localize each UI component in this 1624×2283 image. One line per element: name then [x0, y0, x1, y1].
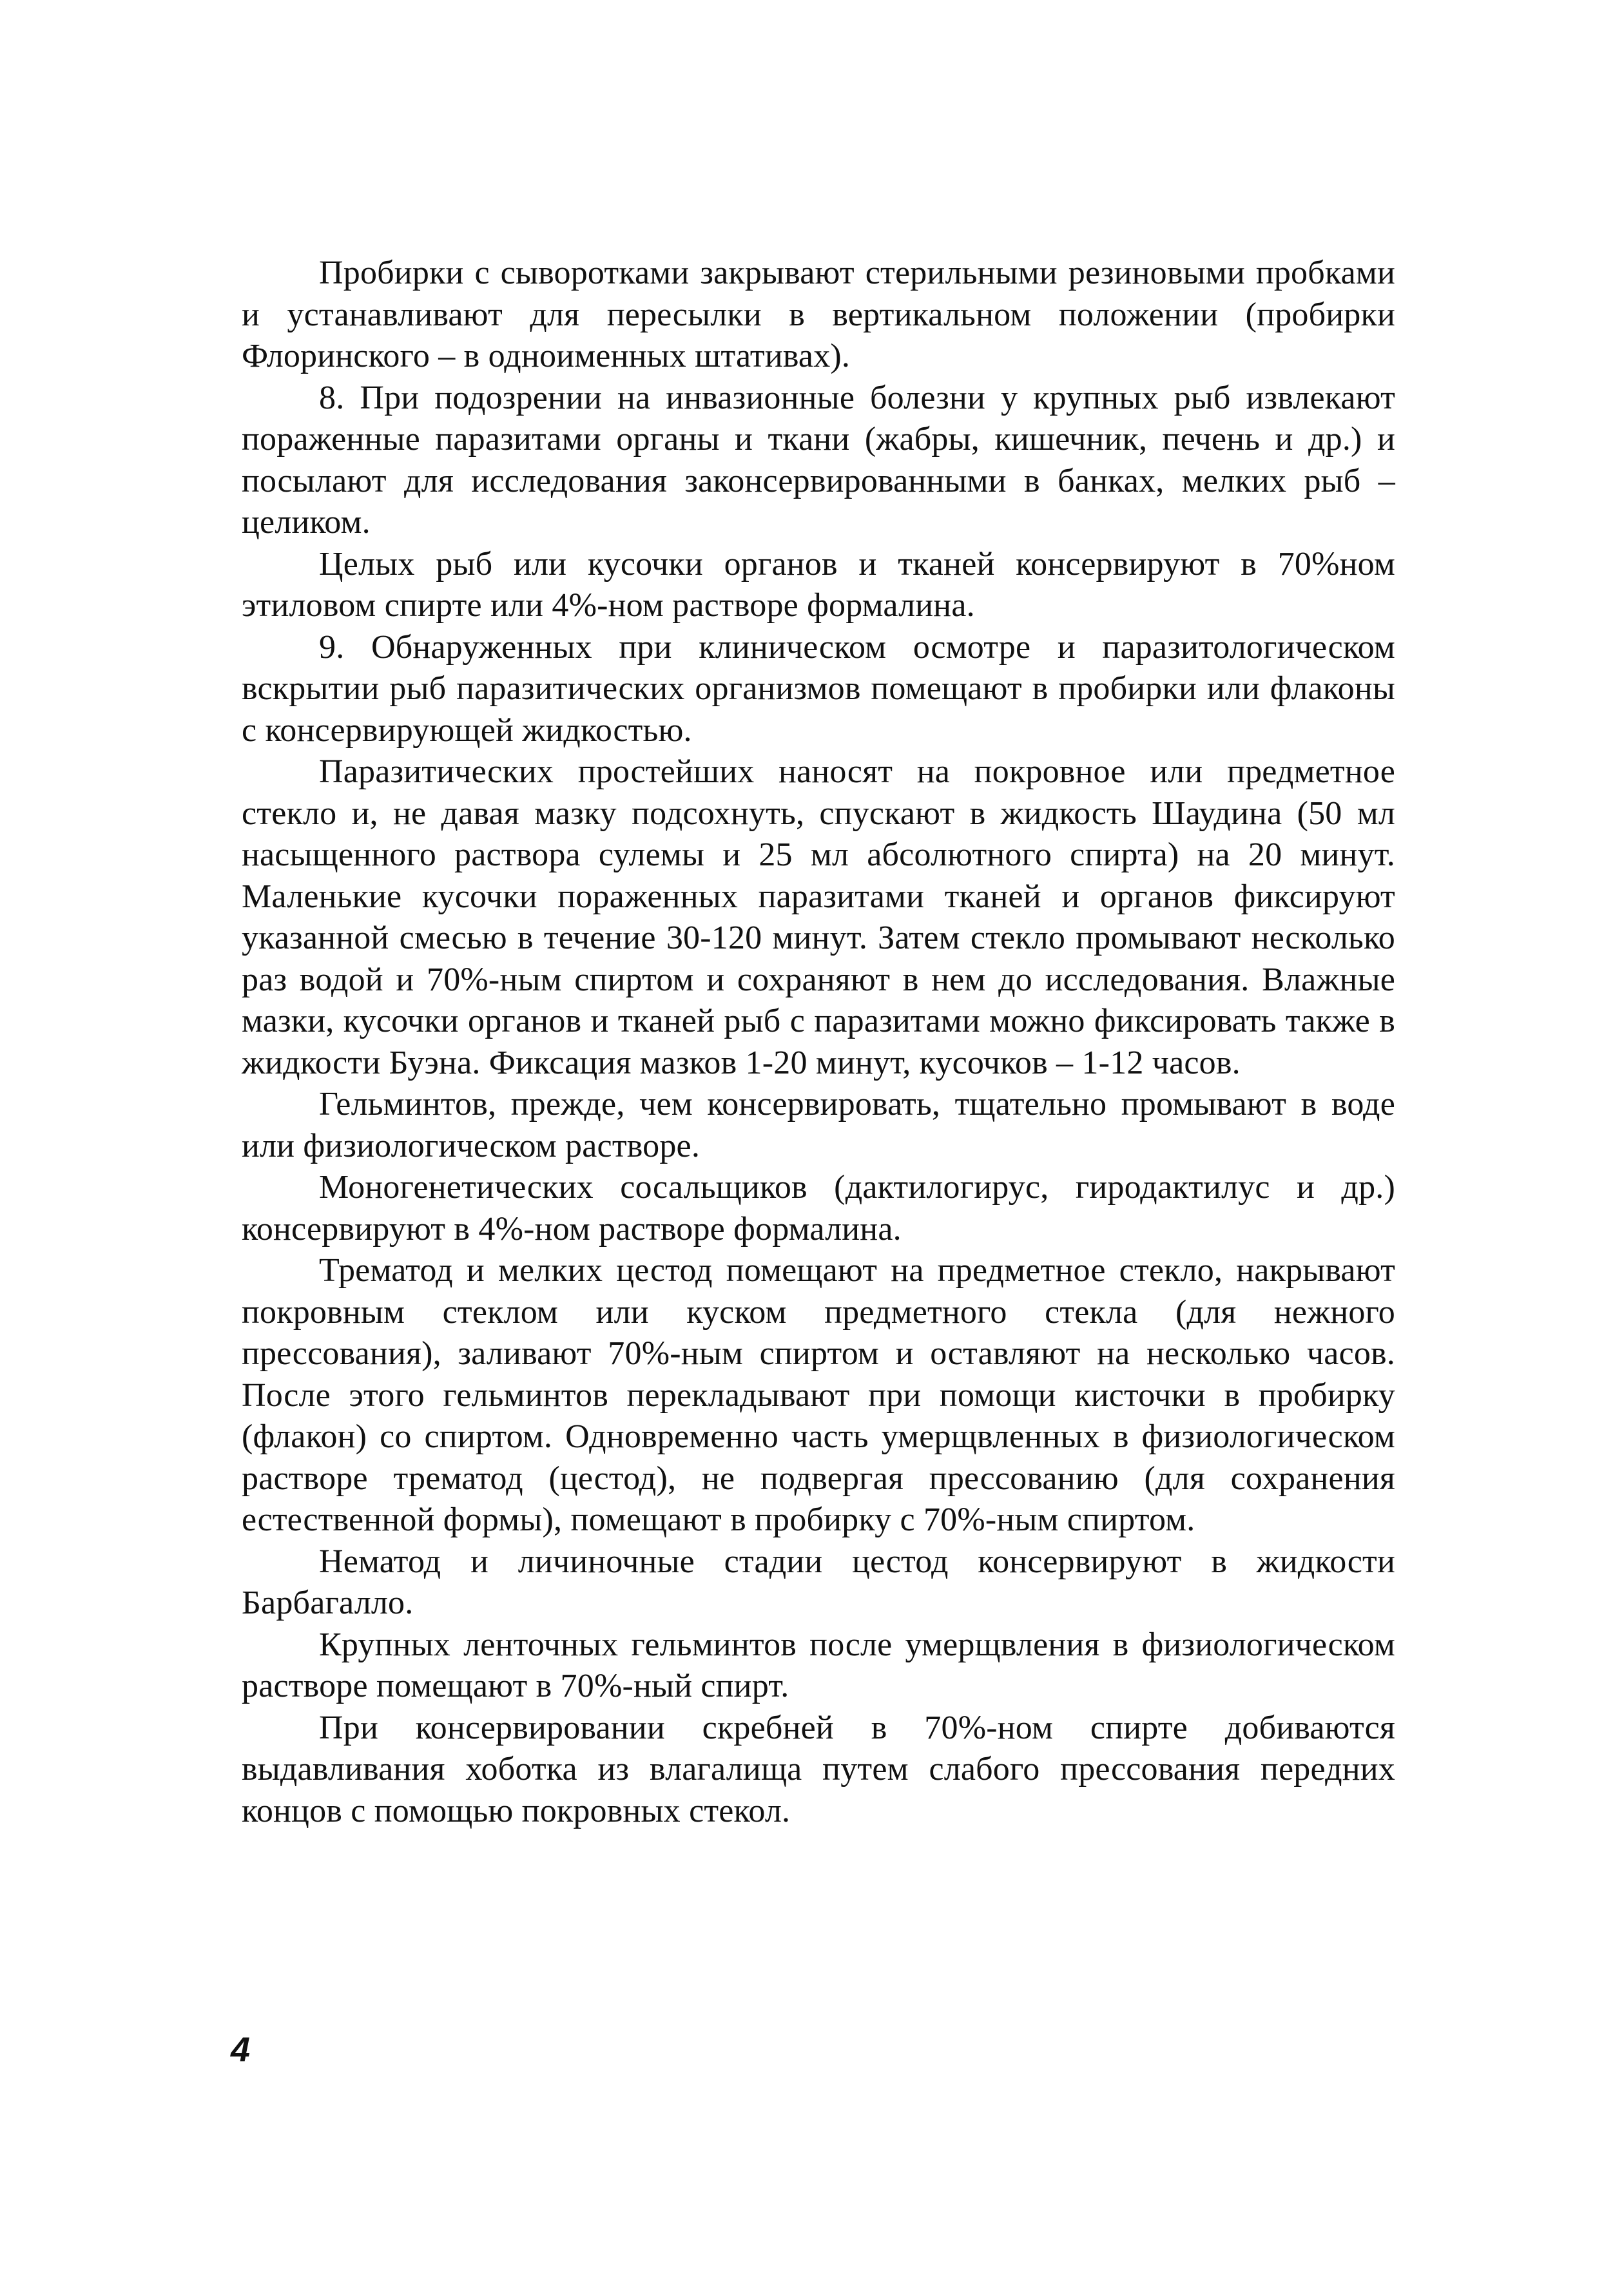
paragraph: Гельминтов, прежде, чем консервировать, тщательно промывают в воде или физиологическом растворе.	[242, 1086, 1395, 1164]
document-body	[242, 253, 1395, 1832]
paragraph: 8. При подозрении на инвазионные болезни у крупных рыб извлекают пораженные паразитами органы и ткани (жабры, кишечник, печень и др.) и посылают для исследования законсервированными в банках, мелких рыб – целиком.	[242, 379, 1395, 541]
paragraph: Целых рыб или кусочки органов и тканей консервируют в 70%ном этиловом спирте или 4%-ном растворе формалина.	[242, 545, 1395, 624]
paragraph: Пробирки с сыворотками закрывают стерильными резиновыми пробками и устанавливают для пересылки в вертикальном положении (пробирки Флоринского – в одноименных штативах).	[242, 255, 1395, 374]
page-number: 4	[231, 2030, 251, 2069]
paragraph: При консервировании скребней в 70%-ном спирте добиваются выдавливания хоботка из влагалища путем слабого прессования передних концов с помощью покровных стекол.	[242, 1709, 1395, 1829]
paragraph: 9. Обнаруженных при клиническом осмотре и паразитологическом вскрытии рыб паразитических организмов помещают в пробирки или флаконы с консервирующей жидкостью.	[242, 628, 1395, 749]
paragraph: Моногенетических сосальщиков (дактилогирус, гиродактилус и др.) консервируют в 4%-ном растворе формалина.	[242, 1169, 1395, 1247]
paragraph: Паразитических простейших наносят на покровное или предметное стекло и, не давая мазку подсохнуть, спускают в жидкость Шаудина (50 мл насыщенного раствора сулемы и 25 мл абсолютного спирта) на 20 минут. Маленькие кусочки пораженных паразитами тканей и органов фиксируют указанной смесью в течение 30-120 минут. Затем стекло промывают несколько раз водой и 70%-ным спиртом и сохраняют в нем до исследования. Влажные мазки, кусочки органов и тканей рыб с паразитами можно фиксировать также в жидкости Буэна. Фиксация мазков 1-20 минут, кусочков – 1-12 часов.	[242, 753, 1395, 1081]
paragraph: Нематод и личиночные стадии цестод консервируют в жидкости Барбагалло.	[242, 1543, 1395, 1621]
paragraph: Крупных ленточных гельминтов после умерщвления в физиологическом растворе помещают в 70%-ный спирт.	[242, 1626, 1395, 1704]
paragraph: Трематод и мелких цестод помещают на предметное стекло, накрывают покровным стеклом или куском предметного стекла (для нежного прессования), заливают 70%-ным спиртом и оставляют на несколько часов. После этого гельминтов перекладывают при помощи кисточки в пробирку (флакон) со спиртом. Одновременно часть умерщвленных в физиологическом растворе трематод (цестод), не подвергая прессованию (для сохранения естественной формы), помещают в пробирку с 70%-ным спиртом.	[242, 1252, 1395, 1538]
